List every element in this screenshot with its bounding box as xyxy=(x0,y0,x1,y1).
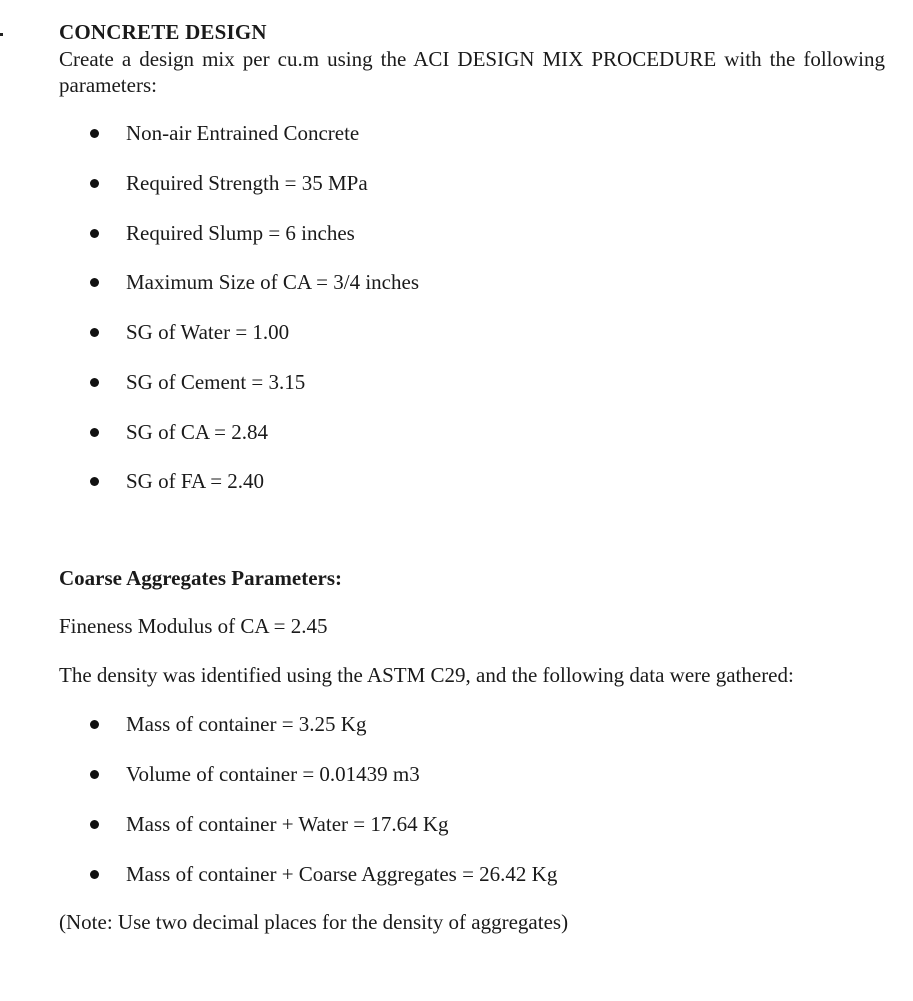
bullet-icon xyxy=(90,278,99,287)
density-data-text: Volume of container = 0.01439 m3 xyxy=(126,762,420,786)
density-data-text: Mass of container + Water = 17.64 Kg xyxy=(126,812,449,836)
bullet-icon xyxy=(90,179,99,188)
parameter-text: Required Slump = 6 inches xyxy=(126,221,355,245)
parameter-text: Required Strength = 35 MPa xyxy=(126,171,368,195)
parameter-text: SG of Cement = 3.15 xyxy=(126,370,306,394)
fineness-modulus-text: Fineness Modulus of CA = 2.45 xyxy=(59,614,328,638)
bullet-icon xyxy=(90,378,99,387)
bullet-icon xyxy=(90,229,99,238)
note-text: (Note: Use two decimal places for the density of aggregates) xyxy=(59,910,569,934)
intro-paragraph: Create a design mix per cu.m using the ACI DESIGN MIX PROCEDURE with the following parameters: xyxy=(59,47,885,97)
density-data-text: Mass of container + Coarse Aggregates = 26.42 Kg xyxy=(126,862,558,886)
section-heading: Coarse Aggregates Parameters: xyxy=(59,566,342,590)
bullet-icon xyxy=(90,328,99,337)
parameter-text: Non-air Entrained Concrete xyxy=(126,121,360,145)
parameter-text: SG of Water = 1.00 xyxy=(126,320,290,344)
density-data-text: Mass of container = 3.25 Kg xyxy=(126,712,367,736)
parameter-text: SG of CA = 2.84 xyxy=(126,420,268,444)
bullet-icon xyxy=(90,820,99,829)
bullet-icon xyxy=(90,720,99,729)
parameter-text: Maximum Size of CA = 3/4 inches xyxy=(126,270,419,294)
margin-mark xyxy=(0,33,3,36)
parameter-text: SG of FA = 2.40 xyxy=(126,469,265,493)
bullet-icon xyxy=(90,870,99,879)
bullet-icon xyxy=(90,428,99,437)
bullet-icon xyxy=(90,770,99,779)
density-intro-text: The density was identified using the ASTM C29, and the following data were gathered: xyxy=(59,663,794,687)
bullet-icon xyxy=(90,129,99,138)
document-title: CONCRETE DESIGN xyxy=(59,20,267,44)
bullet-icon xyxy=(90,477,99,486)
